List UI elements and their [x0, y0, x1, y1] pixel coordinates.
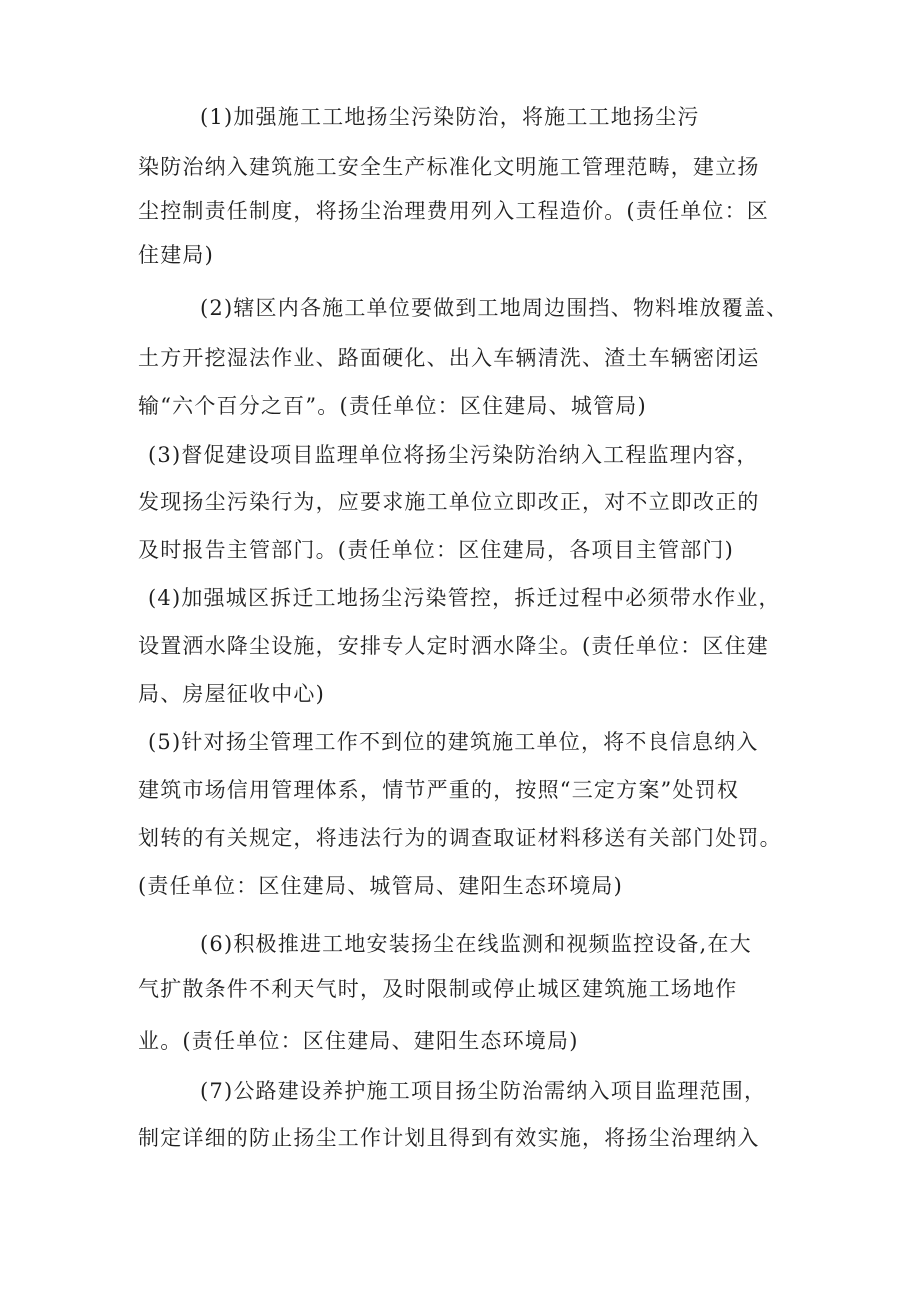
paragraph-1-line-2: 染防治纳入建筑施工安全生产标准化文明施工管理范畴，建立扬 — [138, 155, 760, 179]
paragraph-5-line-4: (责任单位：区住建局、城管局、建阳生态环境局) — [138, 874, 623, 898]
paragraph-1-line-3: 尘控制责任制度，将扬尘治理费用列入工程造价。(责任单位：区 — [138, 199, 769, 223]
paragraph-7-line-1: (7)公路建设养护施工项目扬尘防治需纳入项目监理范围， — [200, 1079, 767, 1103]
paragraph-6-line-3: 业。(责任单位：区住建局、建阳生态环境局) — [138, 1029, 579, 1053]
paragraph-4-line-1: (4)加强城区拆迁工地扬尘污染管控，拆迁过程中必须带水作业， — [148, 586, 781, 610]
paragraph-5-line-3: 划转的有关规定，将违法行为的调查取证材料移送有关部门处罚。 — [138, 826, 782, 850]
paragraph-7-line-2: 制定详细的防止扬尘工作计划且得到有效实施，将扬尘治理纳入 — [138, 1126, 760, 1150]
paragraph-5-line-1: (5)针对扬尘管理工作不到位的建筑施工单位，将不良信息纳入 — [148, 730, 759, 754]
paragraph-3-line-1: (3)督促建设项目监理单位将扬尘污染防治纳入工程监理内容， — [148, 443, 759, 467]
paragraph-6-line-1: (6)积极推进工地安装扬尘在线监测和视频监控设备,在大 — [200, 932, 752, 956]
paragraph-3-line-3: 及时报告主管部门。(责任单位：区住建局，各项目主管部门) — [138, 538, 734, 562]
paragraph-4-line-3: 局、房屋征收中心) — [138, 682, 325, 706]
paragraph-4-line-2: 设置洒水降尘设施，安排专人定时洒水降尘。(责任单位：区住建 — [138, 634, 769, 658]
paragraph-3-line-2: 发现扬尘污染行为，应要求施工单位立即改正，对不立即改正的 — [138, 490, 760, 514]
paragraph-2-line-1: (2)辖区内各施工单位要做到工地周边围挡、物料堆放覆盖、 — [200, 296, 789, 320]
paragraph-6-line-2: 气扩散条件不利天气时，及时限制或停止城区建筑施工场地作 — [138, 977, 738, 1001]
paragraph-1-line-4: 住建局) — [138, 243, 214, 267]
paragraph-1-line-1: (1)加强施工工地扬尘污染防治，将施工工地扬尘污 — [200, 105, 700, 129]
paragraph-5-line-2: 建筑市场信用管理体系，情节严重的，按照“三定方案”处罚权 — [138, 778, 740, 802]
paragraph-2-line-2: 土方开挖湿法作业、路面硬化、出入车辆清洗、渣土车辆密闭运 — [138, 346, 760, 370]
paragraph-2-line-3: 输“六个百分之百”。(责任单位：区住建局、城管局) — [138, 394, 647, 418]
